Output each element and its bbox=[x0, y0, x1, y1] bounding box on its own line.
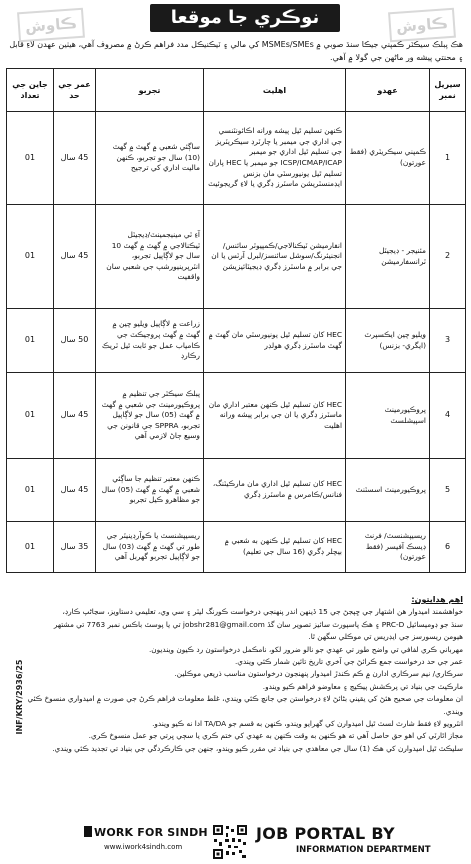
cell-serial: 3 bbox=[430, 309, 466, 373]
cell-qualification: HEC کان تسليم ٿيل ڪنهن به شعبي ۾ بيچلر ڊگري (16 سال جي تعليم) bbox=[204, 522, 346, 573]
cell-posts: 01 bbox=[7, 205, 54, 309]
cell-serial: 6 bbox=[430, 522, 466, 573]
cell-serial: 4 bbox=[430, 373, 466, 459]
page-title: نوڪري جا موقعا bbox=[150, 4, 340, 32]
job-portal-title: JOB PORTAL BY bbox=[256, 824, 395, 843]
cell-posts: 01 bbox=[7, 309, 54, 373]
cell-experience: زراعت ۾ لاڳاپيل ويليو چين ۾ گهٽ ۾ گهٽ پروجيڪٽ جي ڪامياب عمل جو ثابت ٿيل ٽريڪ رڪارڊ bbox=[96, 309, 204, 373]
instruction-line: مارڪيٽ جي بنياد تي پرڪشش پيڪيج ۽ معاوضو فراهم ڪيو ويندو. bbox=[262, 681, 463, 691]
kawish-watermark-logo-left: ڪاوش bbox=[17, 8, 85, 43]
table-row bbox=[7, 459, 466, 522]
instruction-line: هيومن ريسورسز جي ايڊريس تي موڪلي سگهن ٿا. bbox=[308, 632, 463, 642]
instruction-line: ان معلومات جي صحيح هئڻ کي يقيني بڻائڻ لاءِ درخواستن جي جانچ ڪئي ويندي، غلط معلومات فراهم ڪرڻ جي صورت ۾ اميدواري منسوخ ڪئي ويندي. bbox=[27, 694, 463, 716]
instruction-line: مجاز اٿارٽي کي اهو حق حاصل آهي ته هو ڪنهن به وقت ڪنهن به عهدي کي ختم ڪري يا سڄي ڀرتي جو عمل منسوخ ڪري. bbox=[88, 731, 463, 741]
cell-post: پروڪيورمينٽ اسسٽنٽ bbox=[346, 459, 430, 522]
cell-age: 35 سال bbox=[54, 522, 96, 573]
cell-age: 45 سال bbox=[54, 373, 96, 459]
instruction-line: عمر جي حد درخواست جمع ڪرائڻ جي آخري تاريخ تائين شمار ڪئي ويندي. bbox=[234, 657, 463, 667]
work-for-sindh-logo bbox=[84, 826, 208, 839]
table-header-row bbox=[7, 69, 466, 112]
cell-serial: 5 bbox=[430, 459, 466, 522]
cell-post: پروڪيورمينٽ اسپيشلسٽ bbox=[346, 373, 430, 459]
cell-qualification: انفارميشن ٽيڪنالاجي/ڪمپيوٽر سائنس/انجنيئرنگ/سوشل سائنسز/لبرل آرٽس يا ان جي برابر ۾ ماسٽرز ڊگري ڊيجيٽائيزيشن bbox=[204, 205, 346, 309]
table-row bbox=[7, 309, 466, 373]
cell-posts: 01 bbox=[7, 373, 54, 459]
cell-post: ويليو چين ايڪسپرٽ (ايگري- بزنس) bbox=[346, 309, 430, 373]
instruction-line: خواهشمند اميدوار هن اشتهار جي ڇپجڻ جي 15 ڏينهن اندر پنهنجي درخواست ڪورنگ ليٽر ۽ سي وي، تعليمي دستاويز، سڃاڻپ ڪارڊ، bbox=[62, 607, 463, 617]
cell-post: ڪمپني سيڪريٽري (فقط عورتون) bbox=[346, 112, 430, 205]
reference-number: INF/KRY/2936/25 bbox=[15, 659, 24, 735]
cell-post: ريسيپشنسٽ/ فرنٽ ڊيسڪ آفيسر (فقط عورتون) bbox=[346, 522, 430, 573]
cell-age: 45 سال bbox=[54, 205, 96, 309]
instruction-line: انٽرويو لاءِ فقط شارٽ لسٽ ٿيل اميدوارن کي گهرايو ويندو، ڪنهن به قسم جو TA/DA ادا نه ڪيو ويندو. bbox=[152, 719, 463, 729]
brand-text: WORK FOR SINDH bbox=[94, 826, 208, 839]
instructions-title: اهم هدايتون: bbox=[411, 595, 463, 604]
cell-experience: آءِ ٽي مينيجمينٽ/ڊيجيٽل ٽيڪنالاجي ۾ گهٽ ۾ گهٽ 10 سال جو لاڳاپيل تجربو، انٽرپرينيورشپ جي شعبي سان واقفيت bbox=[96, 205, 204, 309]
table-row bbox=[7, 522, 466, 573]
instruction-line: سرڪاري/ نيم سرڪاري ادارن ۾ ڪم ڪندڙ اميدوار پنهنجون درخواستون مناسب ذريعي موڪلين. bbox=[174, 669, 463, 679]
table-row bbox=[7, 112, 466, 205]
qr-code-icon bbox=[212, 824, 248, 860]
cell-experience: ڪنهن معتبر تنظيم جا ساڳئي شعبي ۾ گهٽ ۾ گهٽ (05) سال جو مظاهرو ڪيل تجربو bbox=[96, 459, 204, 522]
person-icon bbox=[84, 826, 92, 837]
cell-experience: ريسيپشنسٽ يا ڪوآرڊينيٽر جي طور تي گهٽ ۾ گهٽ (03) سال جو لاڳاپيل تجربو گهربل آهي bbox=[96, 522, 204, 573]
table-row bbox=[7, 373, 466, 459]
cell-qualification: HEC کان تسليم ٿيل يونيورسٽي مان گهٽ ۾ گهٽ ماسٽرز ڊگري هولڊر bbox=[204, 309, 346, 373]
cell-age: 45 سال bbox=[54, 112, 96, 205]
cell-qualification: ڪنهن تسليم ٿيل پيشه ورانه اڪائونٽنسي جي اداري جي ميمبر يا چارٽرڊ سيڪريٽريز جي تسليم ٿيل اداري جو ميمبر ICSP/ICMAP/ICAP جو ميمبر يا HEC پاران تسليم ٿيل يونيورسٽي مان بزنس ايڊمنسٽريشن ماسٽرز ڊگري يا لاءِ گريجوئيٽ bbox=[204, 112, 346, 205]
footer bbox=[0, 822, 471, 864]
instructions-section bbox=[18, 594, 463, 822]
cell-post: مئنيجر - ڊيجيٽل ٽرانسفارميشن bbox=[346, 205, 430, 309]
instruction-line: مهرباني ڪري لفافي تي واضح طور تي عهدي جو نالو ضرور لکو، نامڪمل درخواستون رد ڪيون وينديون. bbox=[148, 644, 463, 654]
intro-paragraph: هڪ پبلڪ سيڪٽر ڪمپني جيڪا سنڌ صوبي ۾ MSMEs/SMEs کي مالي ۽ ٽيڪنيڪل مدد فراهم ڪرڻ ۾ مصروف آهي، هيٺين عهدن لاءِ قابل ۽ محنتي پيشه ور ماڻهن جي گولا ۾ آهي. bbox=[9, 40, 463, 62]
header-experience: تجربو bbox=[96, 69, 204, 112]
header-serial: سيريل نمبر bbox=[430, 69, 466, 112]
header-age-limit: عمر جي حد bbox=[54, 69, 96, 112]
cell-serial: 2 bbox=[430, 205, 466, 309]
information-department-label: INFORMATION DEPARTMENT bbox=[296, 845, 431, 855]
cell-experience: پبلڪ سيڪٽر جي تنظيم ۾ پروڪيورمينٽ جي شعبي ۾ گهٽ ۾ گهٽ (05) سال جو لاڳاپيل تجربو، SPPRA جي قانونن جي وسيع ڄاڻ لازمي آهي bbox=[96, 373, 204, 459]
header-post: عهدو bbox=[346, 69, 430, 112]
cell-posts: 01 bbox=[7, 522, 54, 573]
instruction-line: سليڪٽ ٿيل اميدوارن کي هڪ (1) سال جي معاهدي جي بنياد تي مقرر ڪيو ويندو، جنهن جي ڪارڪردگي جي بنياد تي تجديد ڪئي ويندي. bbox=[52, 743, 463, 753]
table-row bbox=[7, 205, 466, 309]
header-qualification: اهليت bbox=[204, 69, 346, 112]
instruction-line: سنڌ جو ڊوميسائيل PRC-D ۽ هڪ پاسپورٽ سائيز تصوير سان گڏ jobshr281@gmail.com تي يا پوسٽ باڪس نمبر 7763 تي مشتهر bbox=[53, 619, 463, 629]
jobs-table bbox=[6, 68, 466, 573]
cell-posts: 01 bbox=[7, 459, 54, 522]
kawish-watermark-logo-right: ڪاوش bbox=[388, 8, 456, 43]
cell-experience: ساڳئي شعبي ۾ گهٽ ۾ گهٽ (10) سال جو تجربو، ڪنهن ماليت اداري کي ترجيح bbox=[96, 112, 204, 205]
cell-qualification: HEC کان تسليم ٿيل اداري مان مارڪيٽنگ، فنانس/ڪامرس ۾ ماسٽرز ڊگري bbox=[204, 459, 346, 522]
cell-qualification: HEC کان تسليم ٿيل ڪنهن معتبر اداري مان ماسٽرز ڊگري يا ان جي برابر پيشه ورانه اهليت bbox=[204, 373, 346, 459]
website-link[interactable]: www.iwork4sindh.com bbox=[104, 843, 183, 851]
cell-age: 45 سال bbox=[54, 459, 96, 522]
cell-posts: 01 bbox=[7, 112, 54, 205]
header-posts-count: جاين جي تعداد bbox=[7, 69, 54, 112]
cell-age: 50 سال bbox=[54, 309, 96, 373]
cell-serial: 1 bbox=[430, 112, 466, 205]
